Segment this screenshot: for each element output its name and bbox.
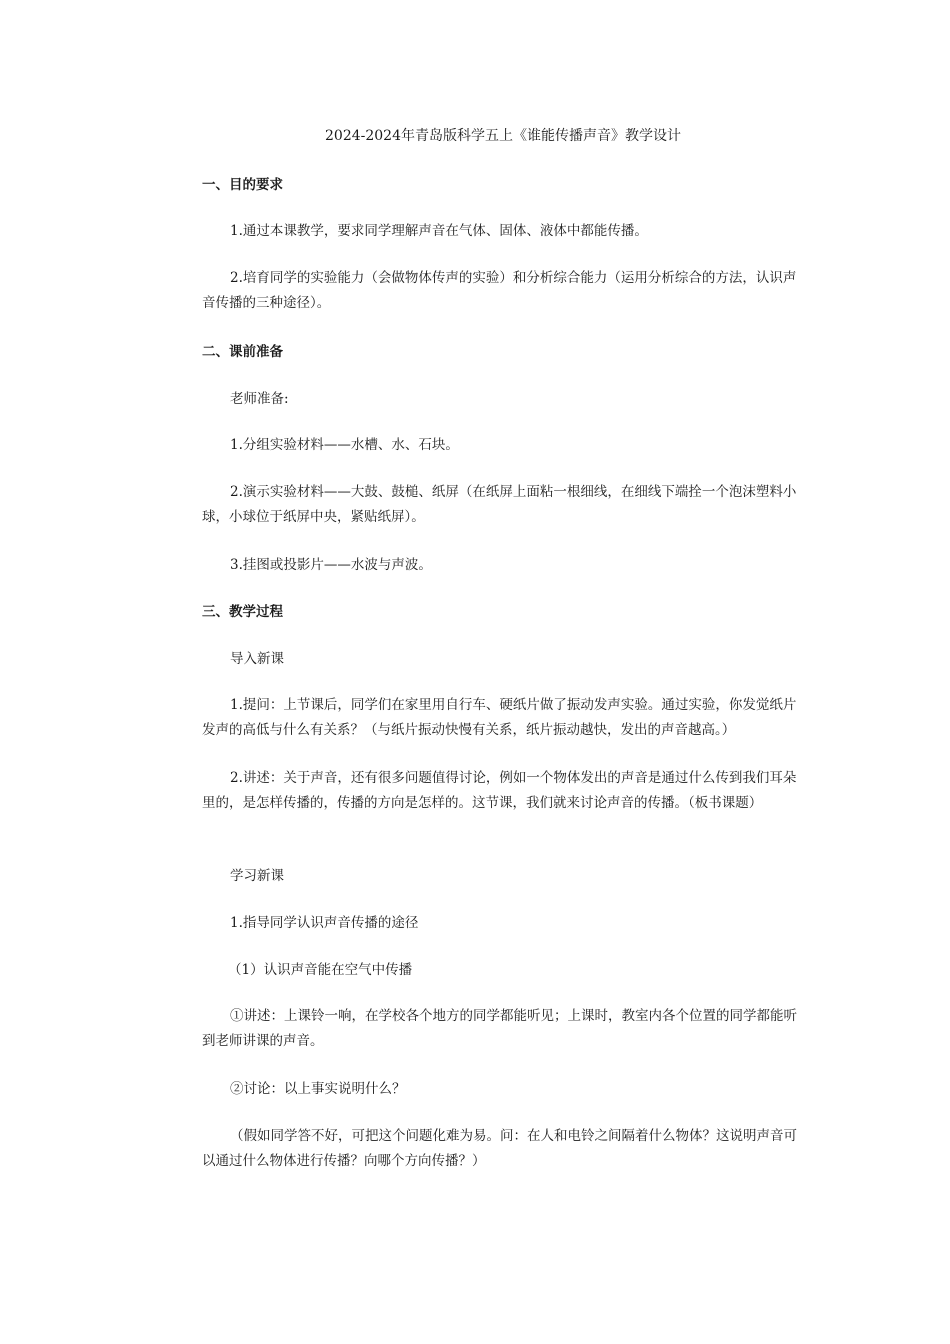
paragraph: 1.提问：上节课后，同学们在家里用自行车、硬纸片做了振动发声实验。通过实验，你发觉纸片发声的高低与什么有关系？（与纸片振动快慢有关系，纸片振动越快，发出的声音越高。） bbox=[202, 697, 797, 738]
section-heading-objectives: 一、目的要求 bbox=[202, 177, 283, 193]
paragraph: 2.讲述：关于声音，还有很多问题值得讨论，例如一个物体发出的声音是通过什么传到我们耳朵里的，是怎样传播的，传播的方向是怎样的。这节课，我们就来讨论声音的传播。（板书课题） bbox=[202, 770, 797, 811]
paragraph: （假如同学答不好，可把这个问题化难为易。问：在人和电铃之间隔着什么物体？这说明声音可以通过什么物体进行传播？向哪个方向传播？） bbox=[202, 1128, 797, 1169]
paragraph: 1.指导同学认识声音传播的途径 bbox=[230, 915, 419, 931]
section-heading-process: 三、教学过程 bbox=[202, 604, 283, 620]
paragraph: 导入新课 bbox=[230, 651, 284, 667]
section-heading-preparation: 二、课前准备 bbox=[202, 344, 283, 360]
paragraph: 3.挂图或投影片——水波与声波。 bbox=[230, 557, 432, 573]
document-title: 2024-2024年青岛版科学五上《谁能传播声音》教学设计 bbox=[325, 128, 681, 144]
paragraph: （1）认识声音能在空气中传播 bbox=[228, 962, 413, 978]
paragraph: 1.通过本课教学，要求同学理解声音在气体、固体、液体中都能传播。 bbox=[230, 223, 648, 239]
paragraph: 学习新课 bbox=[230, 868, 284, 884]
paragraph: 老师准备: bbox=[230, 391, 289, 407]
paragraph: ②讨论：以上事实说明什么？ bbox=[230, 1081, 406, 1097]
paragraph: 1.分组实验材料——水槽、水、石块。 bbox=[230, 437, 459, 453]
paragraph: 2.演示实验材料——大鼓、鼓槌、纸屏（在纸屏上面粘一根细线，在细线下端拴一个泡沫塑料小球，小球位于纸屏中央，紧贴纸屏）。 bbox=[202, 484, 797, 525]
paragraph: ①讲述：上课铃一响，在学校各个地方的同学都能听见；上课时，教室内各个位置的同学都能听到老师讲课的声音。 bbox=[202, 1008, 797, 1049]
paragraph: 2.培育同学的实验能力（会做物体传声的实验）和分析综合能力（运用分析综合的方法，认识声音传播的三种途径）。 bbox=[202, 270, 797, 311]
